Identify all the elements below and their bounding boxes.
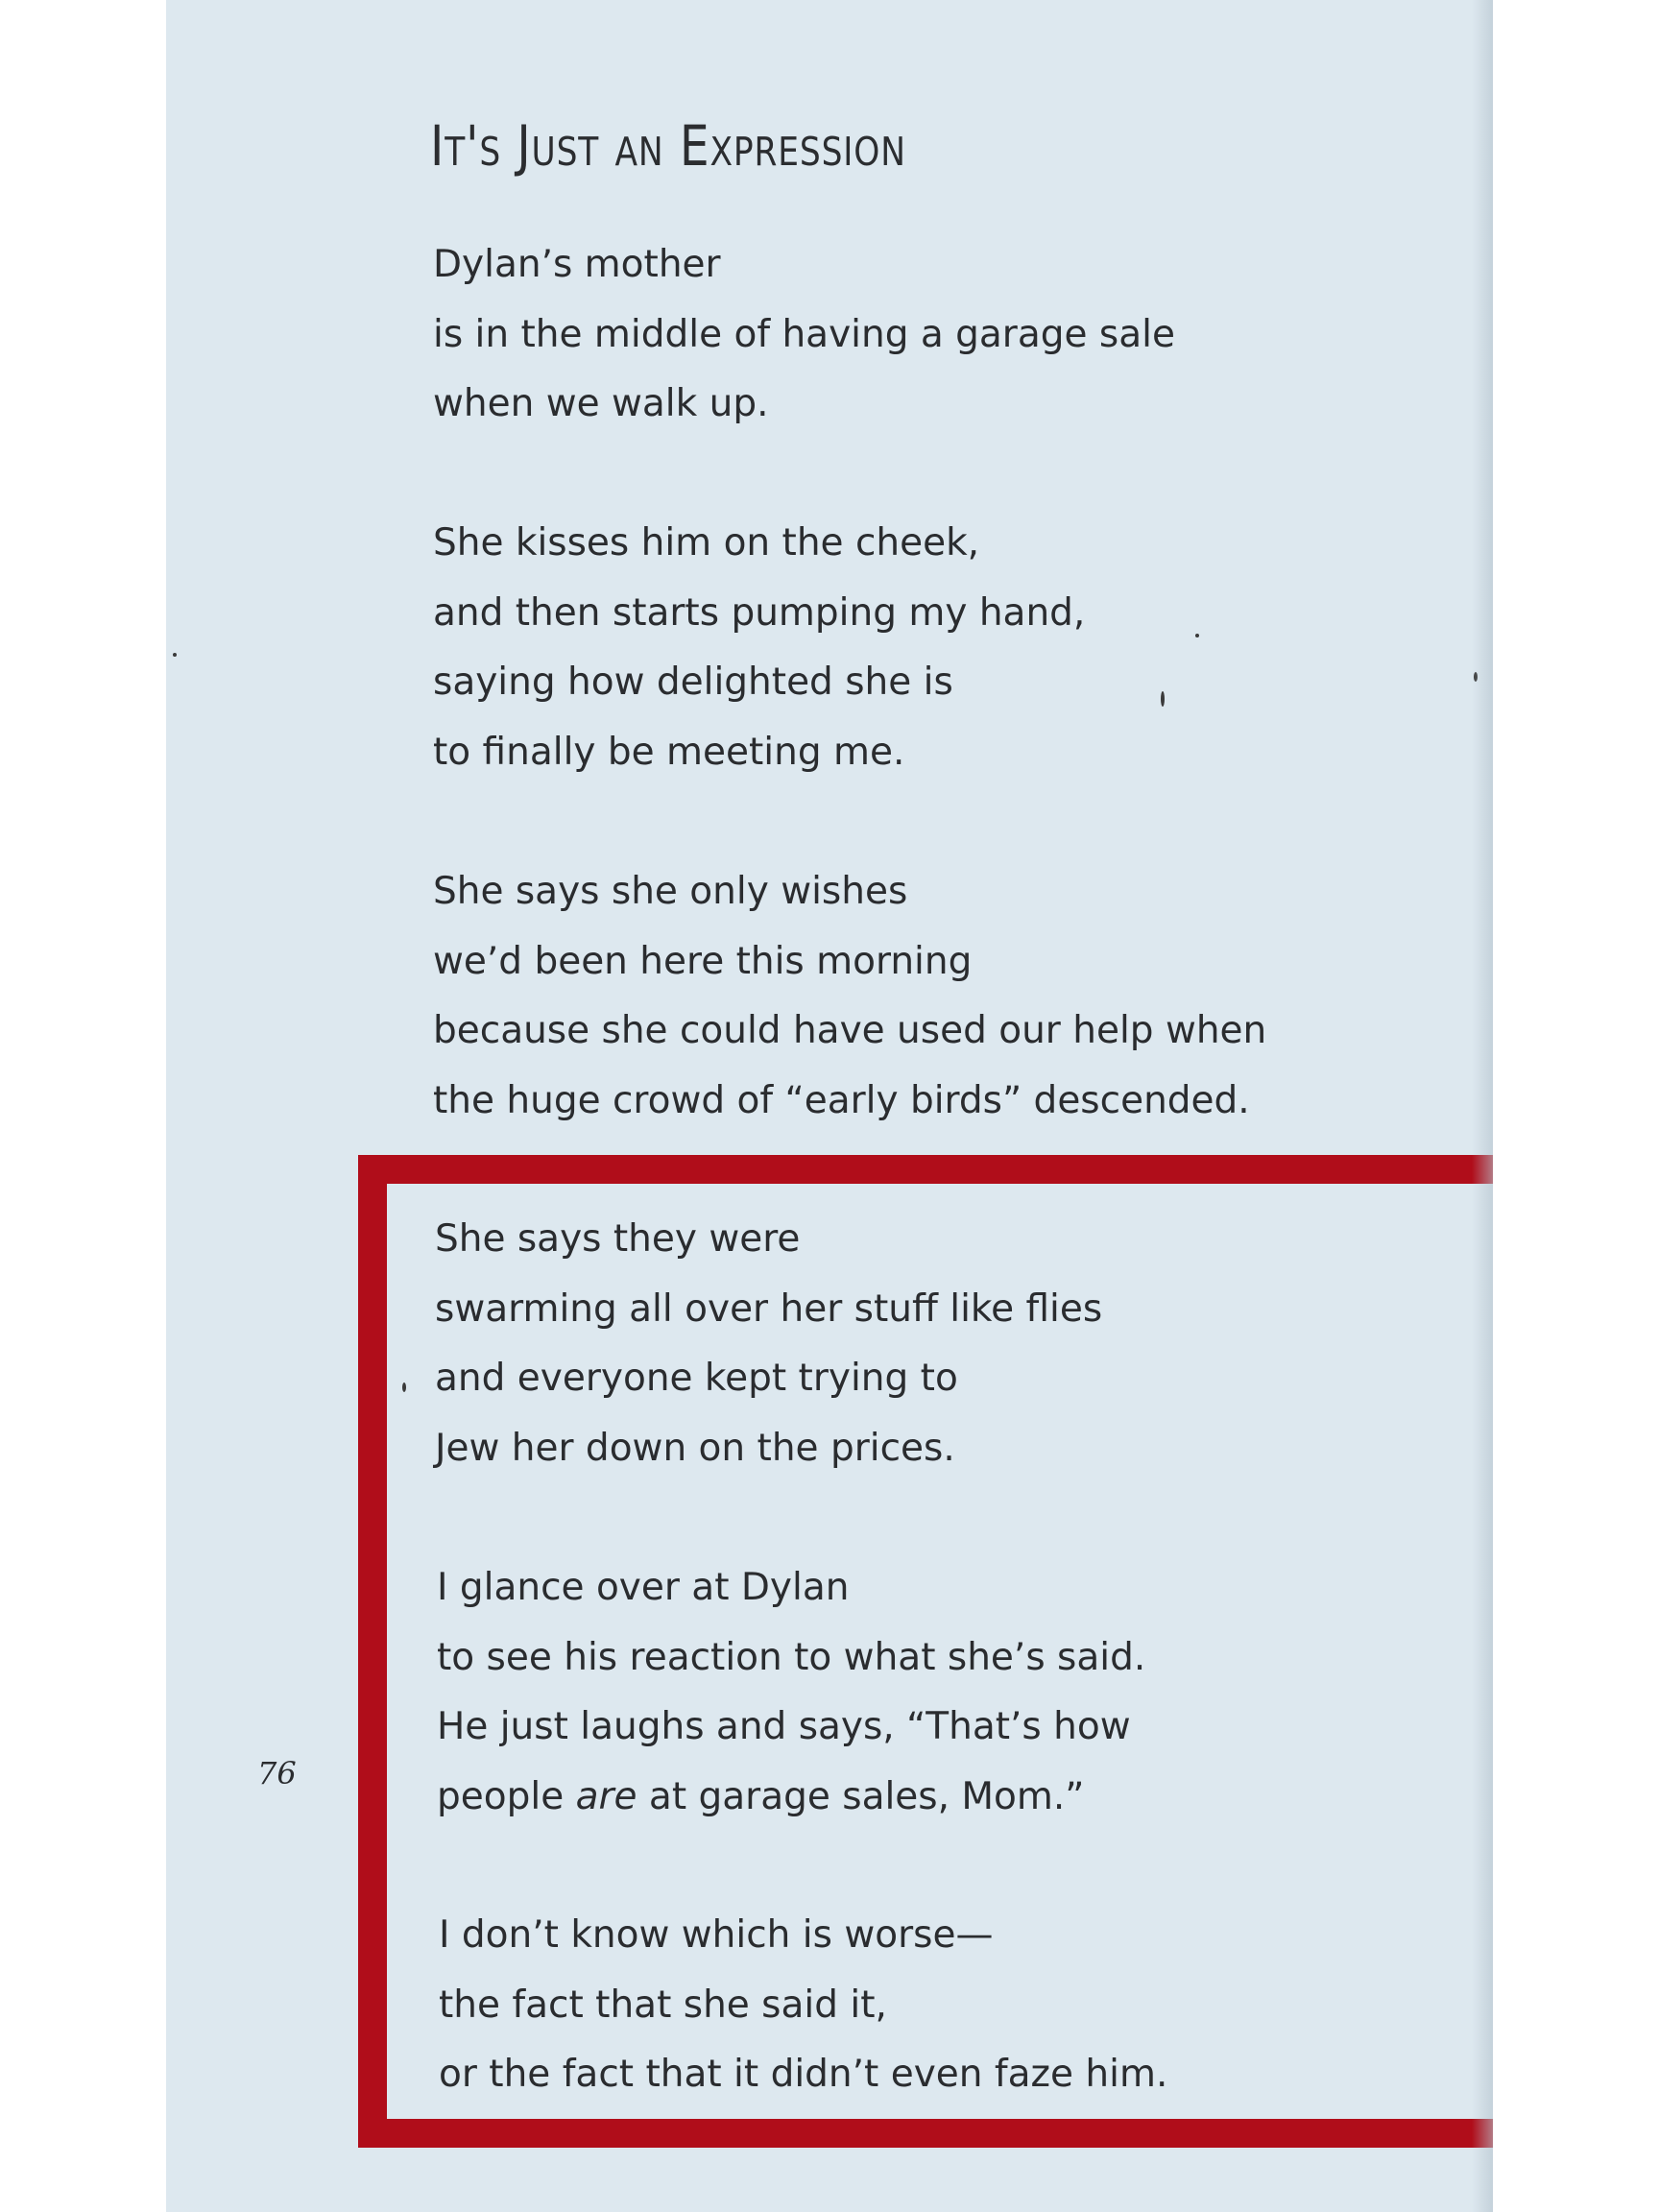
- poem-title: It's Just an Expression: [430, 113, 906, 179]
- stanza-4: [435, 1205, 1102, 1483]
- scan-speck: [1161, 691, 1165, 707]
- book-page: [166, 0, 1493, 2212]
- poem-line: and everyone kept trying to: [435, 1357, 958, 1400]
- poem-line: or the fact that it didn’t even faze him.: [439, 2053, 1168, 2096]
- poem-line: and then starts pumping my hand,: [433, 590, 1086, 635]
- poem-line: the huge crowd of “early birds” descended.: [433, 1078, 1250, 1122]
- poem-line: because she could have used our help when: [433, 1009, 1267, 1052]
- stanza-2: [433, 509, 1085, 787]
- stanza-6: [439, 1901, 1167, 2110]
- stanza-1: [433, 230, 1175, 440]
- poem-line: Dylan’s mother: [433, 243, 721, 286]
- scan-speck: [173, 653, 177, 657]
- scan-speck: [402, 1382, 406, 1392]
- poem-line: I glance over at Dylan: [437, 1566, 850, 1609]
- poem-line: we’d been here this morning: [433, 939, 973, 983]
- poem-line: She says she only wishes: [433, 870, 908, 913]
- poem-line: saying how delighted she is: [433, 661, 953, 704]
- poem-line: I don’t know which is worse—: [439, 1913, 994, 1957]
- poem-line: She kisses him on the cheek,: [433, 521, 980, 565]
- stanza-3: [433, 857, 1266, 1136]
- emphasized-word: are: [575, 1774, 637, 1818]
- poem-line: He just laughs and says, “That’s how: [437, 1705, 1131, 1748]
- poem-line: when we walk up.: [433, 382, 769, 425]
- poem-line: to finally be meeting me.: [433, 730, 905, 774]
- line-text: at garage sales, Mom.”: [637, 1774, 1085, 1818]
- page-number: 76: [257, 1755, 297, 1791]
- poem-line: is in the middle of having a garage sale: [433, 312, 1175, 356]
- poem-line: swarming all over her stuff like flies: [435, 1286, 1103, 1331]
- poem-line: She says they were: [435, 1217, 801, 1261]
- scan-speck: [1474, 672, 1478, 682]
- poem-line: the fact that she said it,: [439, 1983, 887, 2027]
- poem-line: to see his reaction to what she’s said.: [437, 1635, 1146, 1679]
- poem-line: Jew her down on the prices.: [435, 1426, 955, 1470]
- poem-line: [437, 1763, 1145, 1833]
- stanza-5: [437, 1553, 1145, 1832]
- scan-speck: [1195, 634, 1199, 637]
- line-text: people: [437, 1774, 576, 1818]
